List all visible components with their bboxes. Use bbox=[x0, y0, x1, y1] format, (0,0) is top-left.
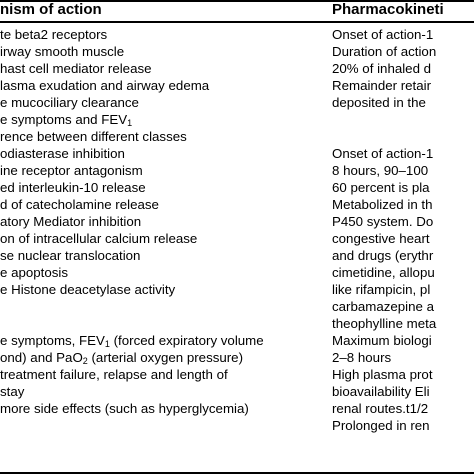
pharmacokinetics-cell: cimetidine, allopu bbox=[332, 265, 435, 280]
table-row bbox=[0, 383, 474, 400]
mechanism-cell bbox=[0, 230, 322, 247]
table-row bbox=[0, 179, 474, 196]
mechanism-text: se nuclear translocation bbox=[0, 248, 141, 263]
mechanism-text: e symptoms and FEV bbox=[0, 112, 128, 127]
mechanism-cell bbox=[0, 332, 322, 349]
mechanism-cell bbox=[0, 264, 322, 281]
mechanism-text: e Histone deacetylase activity bbox=[0, 282, 176, 297]
pharmacokinetics-cell: 20% of inhaled d bbox=[332, 61, 432, 76]
table-row bbox=[0, 315, 474, 332]
table-row bbox=[0, 400, 474, 417]
mechanism-cell bbox=[0, 94, 322, 111]
pharmacokinetics-cell: Duration of action bbox=[332, 44, 437, 59]
mechanism-text: e mucociliary clearance bbox=[0, 95, 139, 110]
mechanism-text: odiasterase inhibition bbox=[0, 146, 125, 161]
table-row bbox=[0, 145, 474, 162]
mechanism-text: rence between different classes bbox=[0, 129, 187, 144]
table-row bbox=[0, 281, 474, 298]
pharmacokinetics-cell: renal routes.t1/2 bbox=[332, 401, 429, 416]
pharmacokinetics-cell: 60 percent is pla bbox=[332, 180, 430, 195]
table-row bbox=[0, 26, 474, 43]
mechanism-text: hast cell mediator release bbox=[0, 61, 152, 76]
table-row bbox=[0, 128, 474, 145]
mechanism-cell bbox=[0, 128, 322, 145]
mechanism-text: lasma exudation and airway edema bbox=[0, 78, 210, 93]
pharmacokinetics-cell: congestive heart bbox=[332, 231, 430, 246]
table-row bbox=[0, 332, 474, 349]
pharmacokinetics-cell: 2–8 hours bbox=[332, 350, 392, 365]
mechanism-text: e symptoms, FEV bbox=[0, 333, 105, 348]
mechanism-cell bbox=[0, 247, 322, 264]
pharmacokinetics-cell: Maximum biologi bbox=[332, 333, 432, 348]
mechanism-cell bbox=[0, 77, 322, 94]
pharmacokinetics-cell: carbamazepine a bbox=[332, 299, 435, 314]
table-row bbox=[0, 298, 474, 315]
mechanism-text: stay bbox=[0, 384, 25, 399]
pharmacokinetics-cell: Onset of action-1 bbox=[332, 146, 434, 161]
mechanism-cell bbox=[0, 43, 322, 60]
mechanism-cell bbox=[0, 400, 322, 417]
mechanism-cell bbox=[0, 196, 322, 213]
mechanism-cell bbox=[0, 366, 322, 383]
mechanism-text: more side effects (such as hyperglycemia) bbox=[0, 401, 249, 416]
table-row bbox=[0, 247, 474, 264]
mechanism-cell bbox=[0, 162, 322, 179]
mechanism-text: e apoptosis bbox=[0, 265, 69, 280]
mechanism-text: irway smooth muscle bbox=[0, 44, 125, 59]
table-row bbox=[0, 43, 474, 60]
pharmacokinetics-cell: High plasma prot bbox=[332, 367, 433, 382]
table-row bbox=[0, 196, 474, 213]
pharmacokinetics-cell: Onset of action-1 bbox=[332, 27, 434, 42]
table-row bbox=[0, 60, 474, 77]
table-row bbox=[0, 77, 474, 94]
mechanism-cell bbox=[0, 145, 322, 162]
mechanism-text: ed interleukin-10 release bbox=[0, 180, 146, 195]
mechanism-text: atory Mediator inhibition bbox=[0, 214, 142, 229]
mechanism-cell bbox=[0, 111, 322, 128]
pharmacokinetics-cell: 8 hours, 90–100 bbox=[332, 163, 429, 178]
mechanism-cell bbox=[0, 60, 322, 77]
header-mechanism-of-action: nism of action bbox=[0, 1, 102, 18]
mechanism-text: treatment failure, relapse and length of bbox=[0, 367, 228, 382]
header-pharmacokinetics: Pharmacokineti bbox=[332, 1, 444, 18]
subscript-text: 2 bbox=[82, 356, 88, 366]
table-row bbox=[0, 162, 474, 179]
mechanism-text-tail: (arterial oxygen pressure) bbox=[87, 350, 244, 365]
table-row bbox=[0, 111, 474, 128]
mechanism-text: ond) and PaO bbox=[0, 350, 83, 365]
pharmacokinetics-cell: bioavailability Eli bbox=[332, 384, 430, 399]
pharmacokinetics-cell: P450 system. Do bbox=[332, 214, 434, 229]
pharmacokinetics-cell: deposited in the bbox=[332, 95, 426, 110]
table-row bbox=[0, 264, 474, 281]
subscript-text: 1 bbox=[104, 339, 110, 349]
table-row bbox=[0, 366, 474, 383]
mechanism-cell bbox=[0, 281, 322, 298]
mechanism-cell bbox=[0, 26, 322, 43]
mechanism-text: d of catecholamine release bbox=[0, 197, 159, 212]
mechanism-cell bbox=[0, 349, 322, 366]
table-row bbox=[0, 417, 474, 434]
mechanism-text: ine receptor antagonism bbox=[0, 163, 143, 178]
table-row bbox=[0, 94, 474, 111]
subscript-text: 1 bbox=[127, 118, 133, 128]
pharmacokinetics-cell: Remainder retair bbox=[332, 78, 432, 93]
mechanism-cell bbox=[0, 179, 322, 196]
table-row bbox=[0, 349, 474, 366]
mechanism-text-tail: (forced expiratory volume bbox=[109, 333, 264, 348]
pharmacokinetics-cell: Prolonged in ren bbox=[332, 418, 430, 433]
pharmacokinetics-cell: like rifampicin, pl bbox=[332, 282, 431, 297]
table-row bbox=[0, 213, 474, 230]
pharmacokinetics-cell: theophylline meta bbox=[332, 316, 437, 331]
mechanism-text: on of intracellular calcium release bbox=[0, 231, 198, 246]
pharmacokinetics-cell: Metabolized in th bbox=[332, 197, 433, 212]
pharmacokinetics-cell: and drugs (erythr bbox=[332, 248, 434, 263]
mechanism-text: te beta2 receptors bbox=[0, 27, 108, 42]
mechanism-cell bbox=[0, 213, 322, 230]
table-row bbox=[0, 230, 474, 247]
mechanism-cell bbox=[0, 383, 322, 400]
